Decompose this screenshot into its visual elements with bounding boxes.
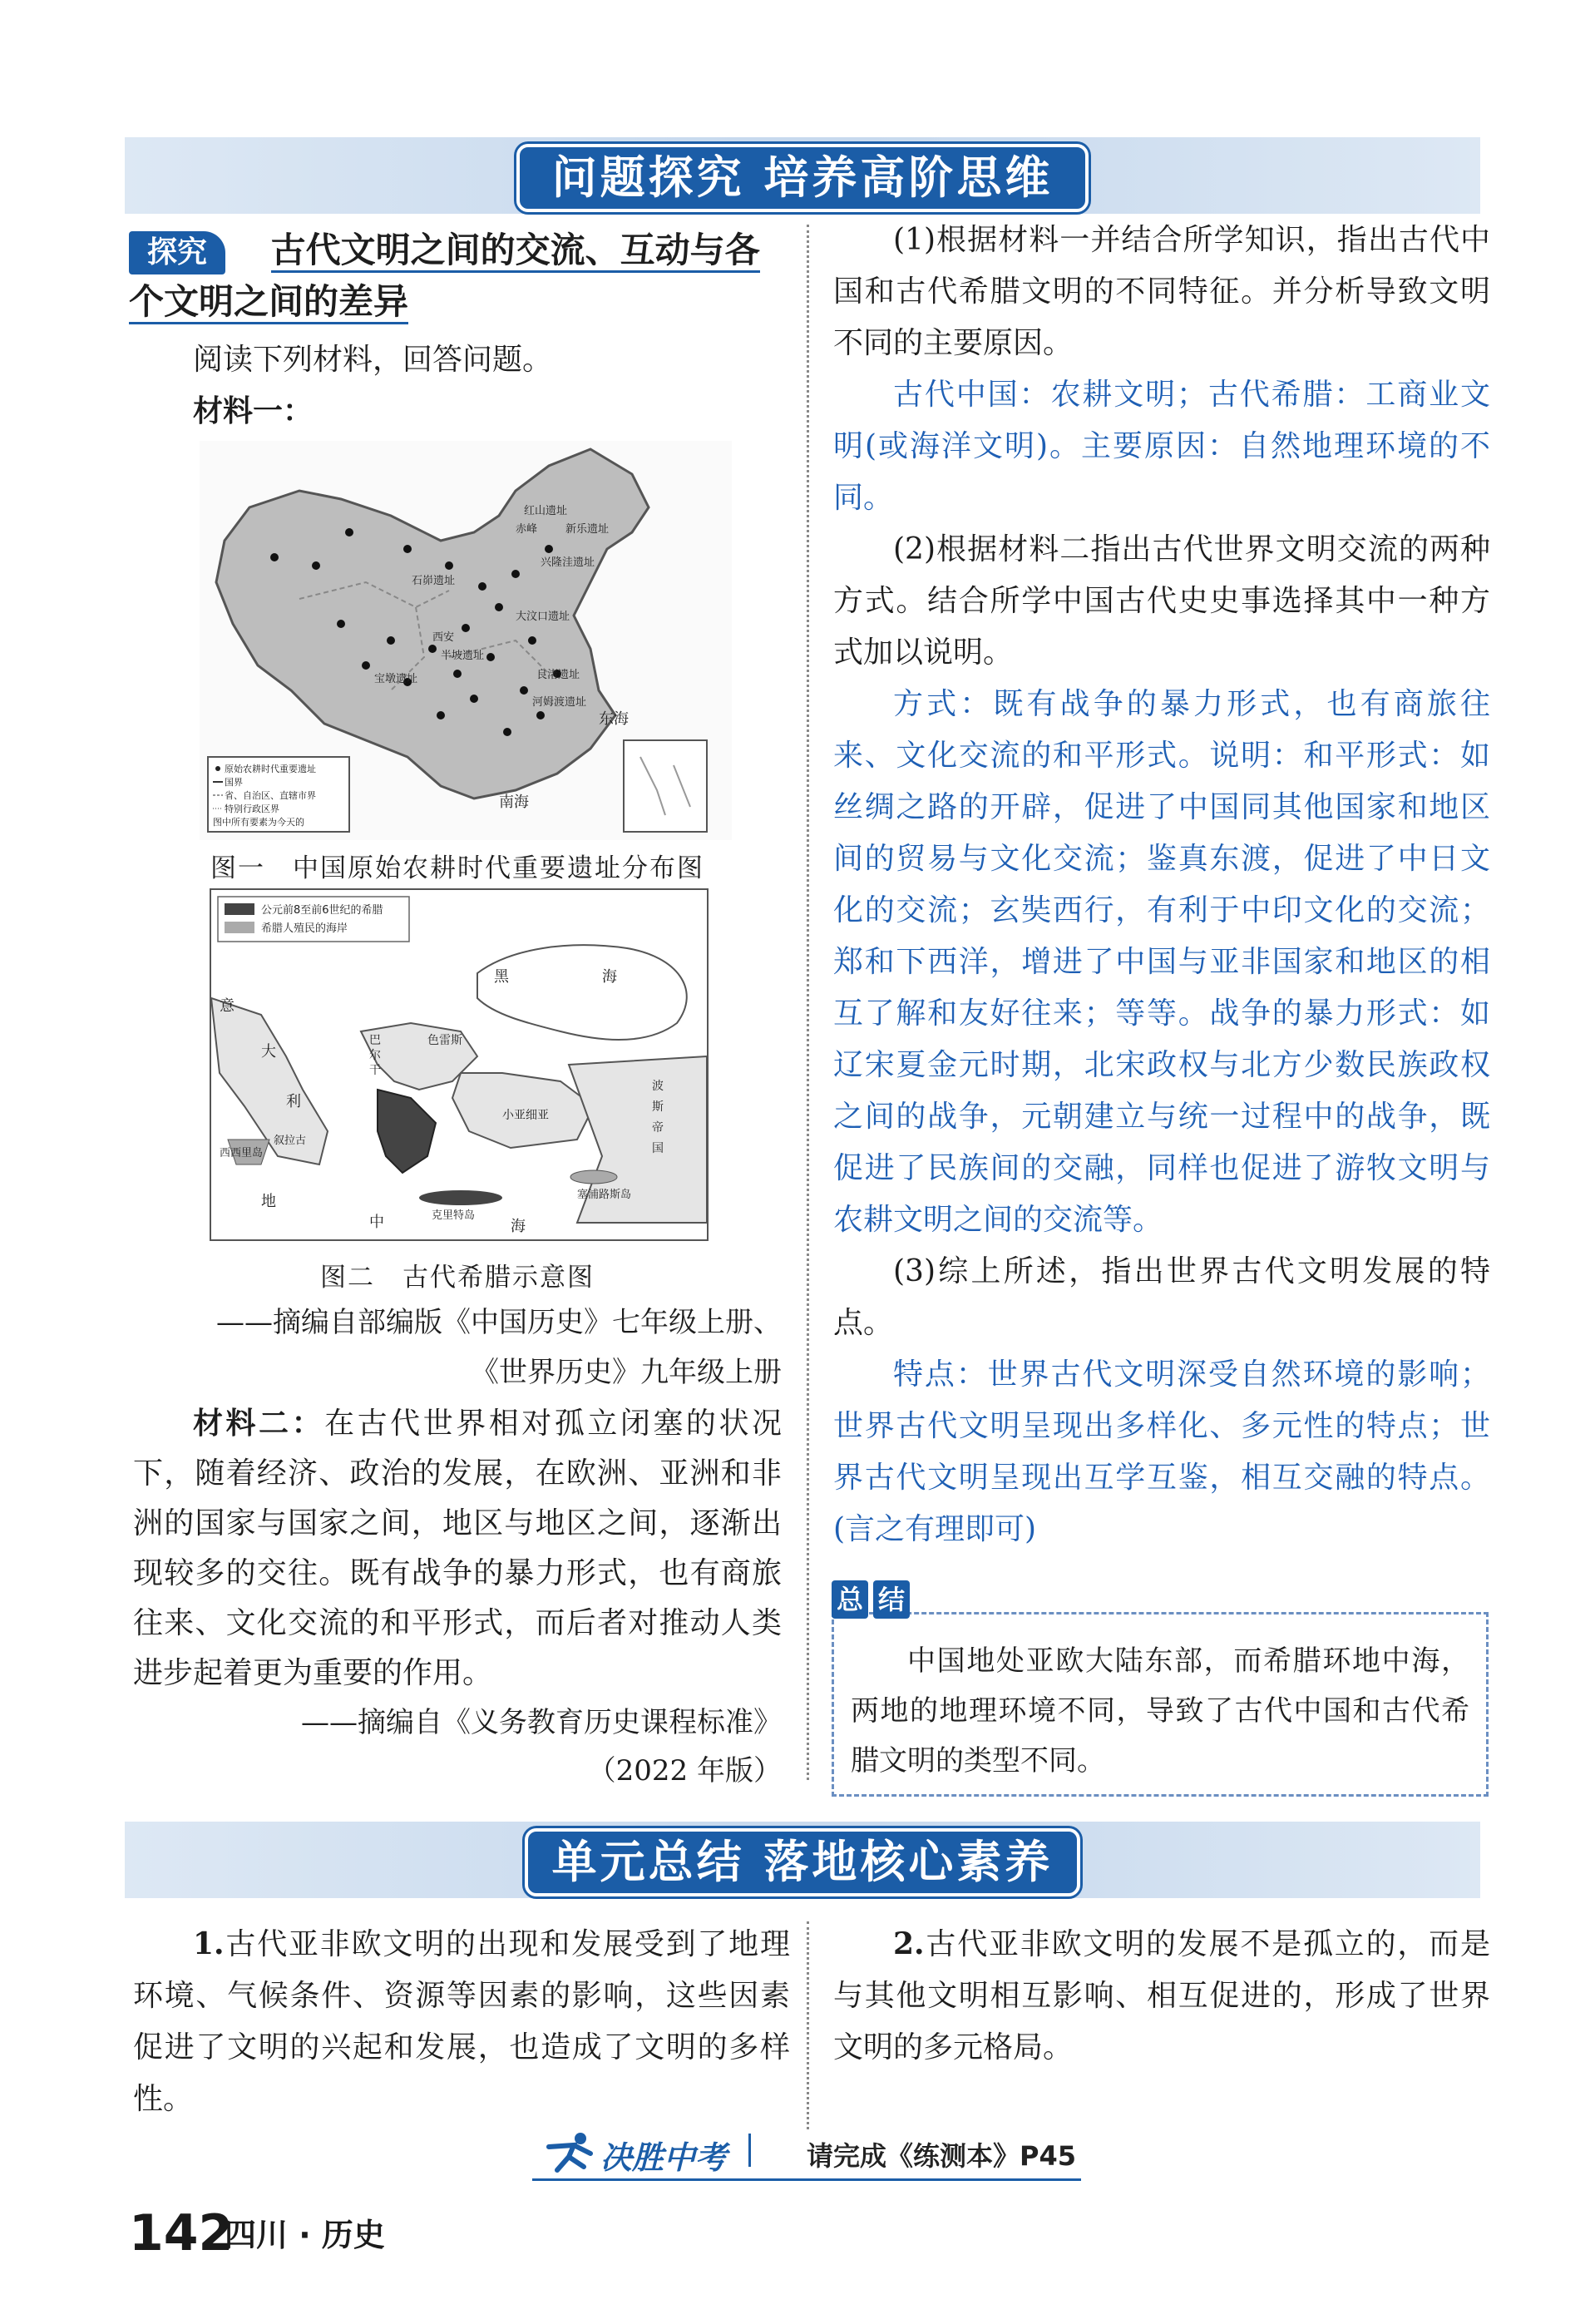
map2-label-11: 叙拉古 <box>274 1135 307 1147</box>
material2 <box>133 1399 782 1795</box>
source1-line-2: 《世界历史》九年级上册 <box>471 1356 782 1389</box>
material2-label: 材料二： <box>193 1407 325 1441</box>
map1-legend-1: 国界 <box>225 777 243 788</box>
map1-label-11: 东海 <box>599 710 629 728</box>
map1-label-4: 石峁遗址 <box>412 575 456 587</box>
china-map <box>200 441 732 840</box>
map1-label-7: 半坡遗址 <box>441 650 485 662</box>
map2-label-4: 利 <box>286 1093 301 1110</box>
summary <box>832 1580 1489 1797</box>
map2-label-16: 帝 <box>652 1121 664 1135</box>
map1-label-0: 红山遗址 <box>524 505 568 517</box>
map2-legend-1: 希腊人殖民的海岸 <box>261 922 348 935</box>
q3-question: (3)综上所述，指出世界古代文明发展的特点。 <box>833 1254 1490 1340</box>
footer-task: 请完成《练测本》P45 <box>807 2140 1076 2172</box>
material2-source-1: ——摘编自《义务教育历史课程标准》 <box>301 1706 782 1739</box>
material1-label: 材料一： <box>193 394 314 428</box>
map1-caption: 图一 中国原始农耕时代重要遗址分布图 <box>210 853 704 883</box>
summary-tag-1: 总 <box>832 1580 868 1619</box>
map1-label-8: 良渚遗址 <box>536 669 580 681</box>
map2-label-8: 色雷斯 <box>427 1034 462 1047</box>
greece-map-graphic <box>211 890 707 1239</box>
explore-tag: 探究 <box>129 231 225 274</box>
map2-legend-0: 公元前8至前6世纪的希腊 <box>261 904 383 917</box>
map1-legend-0: 原始农耕时代重要遗址 <box>225 764 316 774</box>
top-banner-title: 问题探究 培养高阶思维 <box>516 144 1089 212</box>
map2-label-3: 大 <box>261 1043 276 1061</box>
unit-point-1 <box>133 1918 790 2125</box>
map2-label-9: 小亚细亚 <box>502 1109 549 1122</box>
q1-answer: 古代中国：农耕文明；古代希腊：工商业文明(或海洋文明)。主要原因：自然地理环境的不同。 <box>833 378 1490 515</box>
explore-title: 古代文明之间的交流、互动与各个文明之间的差异 <box>129 230 760 324</box>
map2-label-12: 克里特岛 <box>432 1209 476 1222</box>
map2-label-1: 海 <box>602 968 617 986</box>
map2-label-20: 海 <box>511 1218 526 1235</box>
q2-answer: 方式：既有战争的暴力形式，也有商旅往来、文化交流的和平形式。说明：和平形式：如丝绸之路的开辟，促进了中国同其他国家和地区间的贸易与文化交流；鉴真东渡，促进了中日文化的交流；玄奘西行，有利于中印文化的交流；郑和下西洋，增进了中国与亚非国家和地区的相互了解和友好往来；等等。战争的暴力形式：如辽宋夏金元时期，北宋政权与北方少数民族政权之间的战争，元朝建立与统一过程中的战争，既促进了民族间的交融，同样也促进了游牧文明与农耕文明之间的交流等。 <box>833 687 1490 1237</box>
map2-label-2: 意 <box>220 997 235 1015</box>
map1-label-3: 新乐遗址 <box>565 523 610 536</box>
footer-bar <box>532 2125 1081 2181</box>
map1-legend-2: 省、自治区、直辖市界 <box>225 790 316 801</box>
summary-box <box>832 1612 1489 1797</box>
map1-label-10: 河姆渡遗址 <box>532 696 587 709</box>
footer-brand: 决胜中考 <box>600 2139 728 2176</box>
summary-text: 中国地处亚欧大陆东部，而希腊环地中海，两地的地理环境不同，导致了古代中国和古代希腊文明的类型不同。 <box>851 1644 1469 1778</box>
map2-label-18: 地 <box>261 1193 276 1210</box>
unit-divider <box>807 1921 809 2129</box>
map2-label-19: 中 <box>369 1214 384 1231</box>
map2-label-5: 巴 <box>369 1034 381 1047</box>
column-divider <box>807 225 809 1780</box>
q3-answer: 特点：世界古代文明深受自然环境的影响；世界古代文明呈现出多样化、多元性的特点；世界古代文明呈现出互学互鉴，相互交融的特点。(言之有理即可) <box>833 1357 1490 1546</box>
q2-question: (2)根据材料二指出古代世界文明交流的两种方式。结合所学中国古代史史事选择其中一种方式加以说明。 <box>833 532 1490 670</box>
map2-label-13: 塞浦路斯岛 <box>577 1189 632 1201</box>
map2-label-10: 西西里岛 <box>220 1147 264 1160</box>
unit-point-2-num: 2. <box>893 1926 925 1961</box>
unit-point-1-num: 1. <box>193 1926 225 1961</box>
summary-tag-2: 结 <box>873 1580 910 1619</box>
source1-line-1: ——摘编自部编版《中国历史》七年级上册、 <box>216 1306 782 1339</box>
map2-label-15: 斯 <box>652 1100 664 1114</box>
map2-label-6: 尔 <box>369 1049 381 1062</box>
unit-point-2-text: 古代亚非欧文明的发展不是孤立的，而是与其他文明相互影响、相互促进的，形成了世界文明的多元格局。 <box>833 1927 1490 2064</box>
top-banner <box>125 137 1480 214</box>
questions <box>833 215 1490 1555</box>
explore-header <box>129 225 786 328</box>
map1-legend-3: 特别行政区界 <box>225 804 279 814</box>
map2-label-7: 干 <box>369 1064 381 1077</box>
map1-label-9: 宝墩遗址 <box>374 673 418 685</box>
map1-label-1: 赤峰 <box>516 523 538 536</box>
page-number: 142 <box>129 2204 234 2262</box>
map2-label-14: 波 <box>652 1080 664 1093</box>
map2-label-17: 国 <box>652 1142 664 1155</box>
footer-subject: 四川 · 历史 <box>225 2217 385 2253</box>
runner-icon <box>541 2132 599 2173</box>
footer-separator <box>748 2134 751 2167</box>
map1-label-12: 南海 <box>499 794 529 811</box>
material2-source-2: （2022 年版） <box>587 1754 782 1788</box>
material2-text: 在古代世界相对孤立闭塞的状况下，随着经济、政治的发展，在欧洲、亚洲和非洲的国家与国家之间，地区与地区之间，逐渐出现较多的交往。既有战争的暴力形式，也有商旅往来、文化交流的和平形式，而后者对推动人类进步起着更为重要的作用。 <box>133 1407 782 1690</box>
q1-question: (1)根据材料一并结合所学知识，指出古代中国和古代希腊文明的不同特征。并分析导致文明不同的主要原因。 <box>833 223 1490 360</box>
unit-point-2 <box>833 1918 1490 2074</box>
map2-caption: 图二 古代希腊示意图 <box>320 1263 595 1293</box>
bottom-banner-title: 单元总结 落地核心素养 <box>525 1828 1080 1896</box>
map1-label-2: 兴隆洼遗址 <box>541 556 595 569</box>
map2-label-0: 黑 <box>494 968 509 986</box>
intro-text: 阅读下列材料，回答问题。 <box>193 343 553 377</box>
greece-map <box>210 888 709 1241</box>
map1-legend-4: 图中所有要素为今天的 <box>213 817 304 828</box>
bottom-banner <box>125 1822 1480 1898</box>
source1 <box>133 1298 782 1397</box>
map1-label-5: 大汶口遗址 <box>516 611 570 623</box>
map1-label-6: 西安 <box>432 631 455 644</box>
unit-point-1-text: 古代亚非欧文明的出现和发展受到了地理环境、气候条件、资源等因素的影响，这些因素促进了文明的兴起和发展，也造成了文明的多样性。 <box>133 1927 790 2116</box>
china-map-graphic <box>200 441 732 840</box>
